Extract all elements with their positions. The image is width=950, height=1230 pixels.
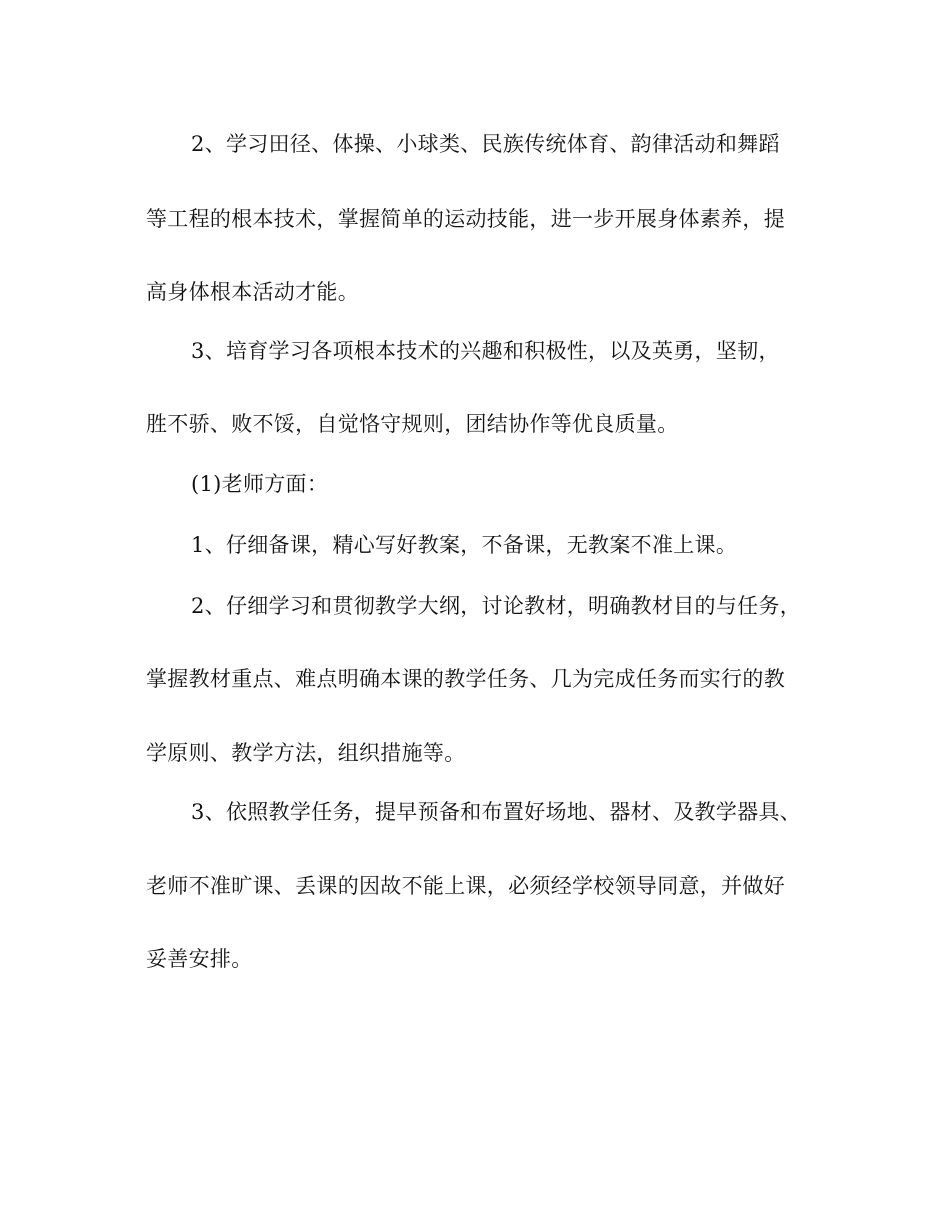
paragraph-line: 3、培育学习各项根本技术的兴趣和积极性，以及英勇，坚韧， bbox=[191, 339, 780, 363]
paragraph-line: 胜不骄、败不馁，自觉恪守规则，团结协作等优良质量。 bbox=[146, 412, 679, 436]
paragraph-line: 等工程的根本技术，掌握简单的运动技能，进一步开展身体素养，提 bbox=[146, 207, 785, 231]
paragraph-line: 2、学习田径、体操、小球类、民族传统体育、韵律活动和舞蹈 bbox=[191, 132, 780, 156]
paragraph-line: 1、仔细备课，精心写好教案，不备课，无教案不准上课。 bbox=[191, 533, 738, 557]
paragraph-line: 3、依照教学任务，提早预备和布置好场地、器材、及教学器具、 bbox=[191, 800, 802, 824]
paragraph-line: 妥善安排。 bbox=[146, 947, 253, 971]
paragraph-line: 学原则、教学方法，组织措施等。 bbox=[146, 741, 466, 765]
paragraph-line: 2、仔细学习和贯彻教学大纲，讨论教材，明确教材目的与任务， bbox=[191, 594, 802, 618]
section-heading: (1)老师方面： bbox=[191, 472, 329, 496]
paragraph-line: 掌握教材重点、难点明确本课的教学任务、几为完成任务而实行的教 bbox=[146, 667, 785, 691]
paragraph-line: 高身体根本活动才能。 bbox=[146, 280, 359, 304]
paragraph-line: 老师不准旷课、丢课的因故不能上课，必须经学校领导同意，并做好 bbox=[146, 874, 785, 898]
